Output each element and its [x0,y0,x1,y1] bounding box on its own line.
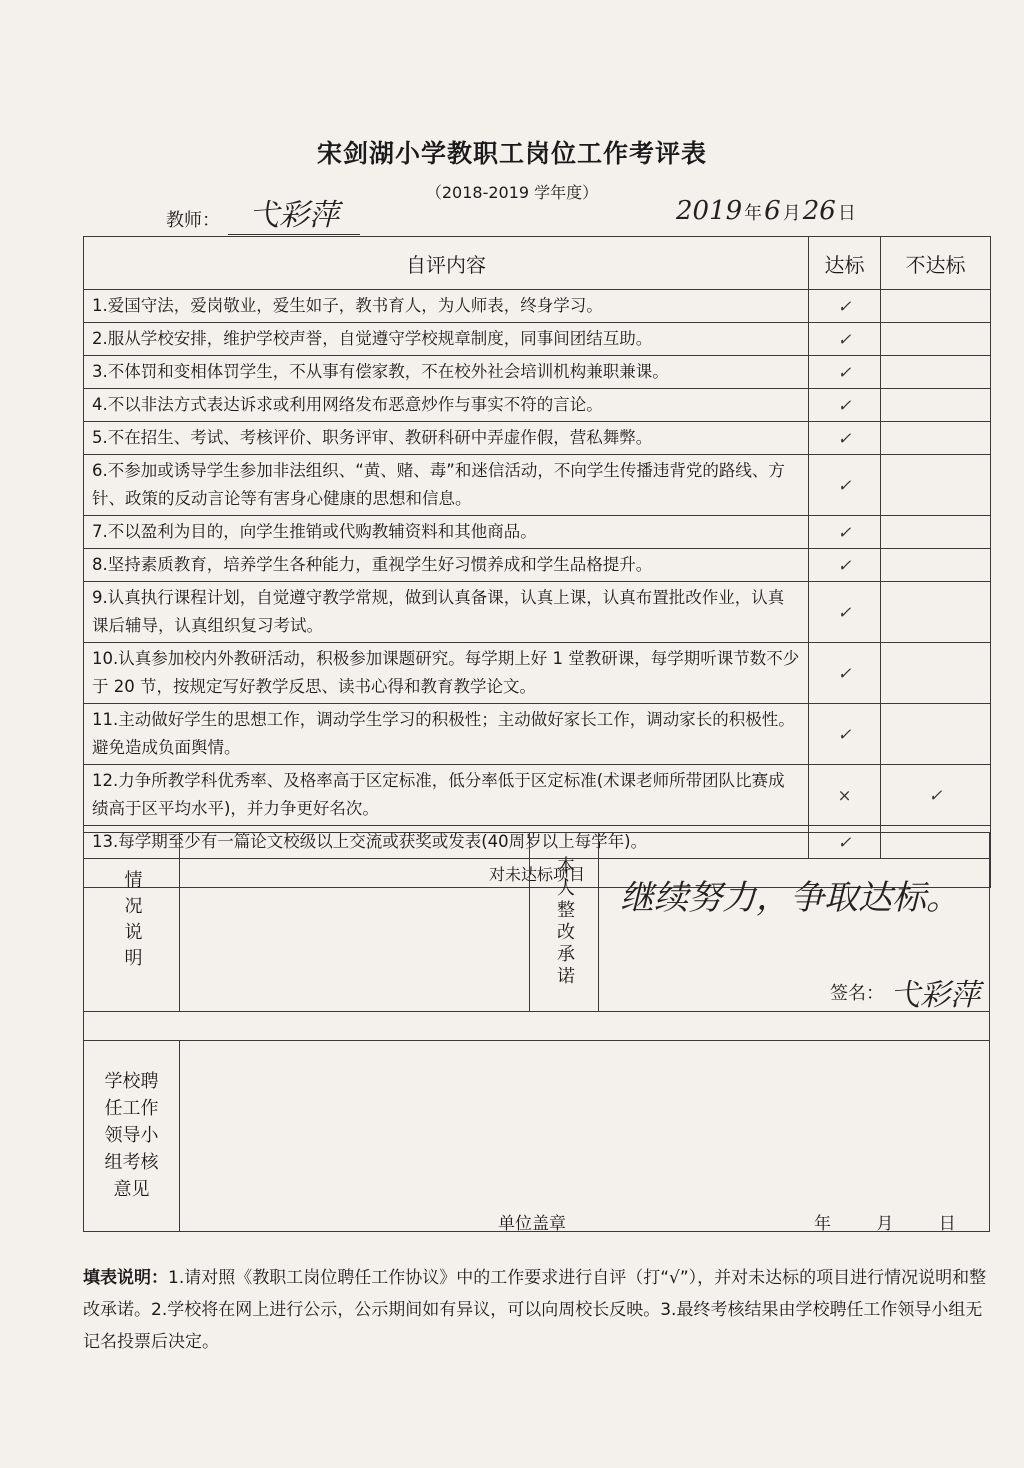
self-evaluation-table [83,236,991,888]
school-opinion-input-area[interactable] [179,1040,990,1232]
spacer-row [83,1011,990,1041]
table-row [84,422,991,455]
pass-mark-cell[interactable]: ✓ [809,323,881,356]
item-text: 10.认真参加校内外教研活动，积极参加课题研究。每学期上好 1 堂教研课，每学期听课节数不少于 20 节，按规定写好教学反思、读书心得和教育教学论文。 [84,643,809,704]
school-label-line: 学校聘 [104,1071,159,1092]
fail-mark-cell[interactable] [881,356,991,389]
school-label-line: 意见 [113,1179,150,1200]
item-text: 8.坚持素质教育，培养学生各种能力，重视学生好习惯养成和学生品格提升。 [84,549,809,582]
pass-mark-cell[interactable]: ✓ [809,643,881,704]
item-text: 7.不以盈利为目的，向学生推销或代购教辅资料和其他商品。 [84,516,809,549]
table-row [84,643,991,704]
notes-text: 1.请对照《教职工岗位聘任工作协议》中的工作要求进行自评（打“√”），并对未达标的项目进行情况说明和整改承诺。2.学校将在网上进行公示，公示期间如有异议，可以向周校长反映。3.最终考核结果由学校聘任工作领导小组无记名投票后决定。 [83,1268,987,1352]
teacher-name-handwritten: 弋彩萍 [228,190,360,235]
fail-mark-cell[interactable] [881,643,991,704]
sign-name-handwritten: 弋彩萍 [890,978,980,1013]
fail-mark-cell[interactable]: ✓ [881,765,991,826]
item-text: 6.不参加或诱导学生参加非法组织、“黄、赌、毒”和迷信活动，不向学生传播违背党的路线、方针、政策的反动言论等有害身心健康的思想和信息。 [84,455,809,516]
pass-mark-cell[interactable]: ✓ [809,826,881,859]
pass-mark-cell[interactable]: ✓ [809,422,881,455]
school-label-line: 组考核 [104,1152,159,1173]
sign-label: 签名： [830,983,884,1004]
pass-mark-cell[interactable]: ✓ [809,582,881,643]
pass-mark-cell[interactable]: ✓ [809,290,881,323]
pass-mark-cell[interactable]: ✓ [809,389,881,422]
header-fail: 不达标 [881,237,991,290]
table-row [84,704,991,765]
school-opinion-label [83,1068,180,1203]
fail-mark-cell[interactable] [881,290,991,323]
header-pass: 达标 [809,237,881,290]
fail-mark-cell[interactable] [881,582,991,643]
item-text: 5.不在招生、考试、考核评价、职务评审、教研科研中弄虚作假，营私舞弊。 [84,422,809,455]
item-text: 12.力争所教学科优秀率、及格率高于区定标准，低分率低于区定标准(术课老师所带团队比赛成绩高于区平均水平)，并力争更好名次。 [84,765,809,826]
date-year-unit: 年 [744,203,763,224]
fill-instructions [83,1262,990,1358]
header-content: 自评内容 [84,237,809,290]
notes-lead: 填表说明： [83,1268,168,1288]
item-text: 9.认真执行课程计划，自觉遵守教学常规，做到认真备课，认真上课，认真布置批改作业，认真课后辅导，认真组织复习考试。 [84,582,809,643]
teacher-label: 教师： [166,210,220,231]
date-month: 6 [764,196,781,226]
promise-label-cell [529,832,599,1012]
school-year: （2018-2019 学年度） [425,183,599,202]
school-date-label: 年 月 日 [814,1214,956,1234]
situation-label-cell [83,832,180,1012]
table-row [84,549,991,582]
fail-mark-cell[interactable] [881,516,991,549]
item-text: 13.每学期至少有一篇论文校级以上交流或获奖或发表(40周岁以上每学年)。 [84,826,809,859]
situation-label: 情况说明 [121,870,143,974]
signature [830,970,980,1014]
item-text: 2.服从学校安排，维护学校声誉，自觉遵守学校规章制度，同事间团结互助。 [84,323,809,356]
fail-mark-cell[interactable] [881,455,991,516]
fail-mark-cell[interactable] [881,323,991,356]
pass-mark-cell[interactable]: ✓ [809,455,881,516]
item-text: 4.不以非法方式表达诉求或利用网络发布恶意炒作与事实不符的言论。 [84,389,809,422]
pass-mark-cell[interactable]: × [809,765,881,826]
pass-mark-cell[interactable]: ✓ [809,549,881,582]
table-row [84,323,991,356]
school-label-line: 任工作 [104,1098,159,1119]
table-row [84,290,991,323]
form-title: 宋剑湖小学教职工岗位工作考评表 [316,139,707,168]
table-header-row [84,237,991,290]
situation-input-area[interactable] [179,832,530,1012]
table-row [84,516,991,549]
fail-mark-cell[interactable] [881,422,991,455]
table-row [84,582,991,643]
pass-mark-cell[interactable]: ✓ [809,356,881,389]
stamp-label: 单位盖章 [498,1214,566,1234]
item-text: 1.爱国守法，爱岗敬业，爱生如子，教书育人，为人师表，终身学习。 [84,290,809,323]
date-month-unit: 月 [782,203,801,224]
unmet-header: 对未达标项目 [84,859,991,888]
table-row [84,389,991,422]
form-date [676,196,856,226]
school-label-line: 领导小 [104,1125,159,1146]
fail-mark-cell[interactable] [881,549,991,582]
fail-mark-cell[interactable] [881,389,991,422]
item-text: 11.主动做好学生的思想工作，调动学生学习的积极性；主动做好家长工作，调动家长的积极性。避免造成负面舆情。 [84,704,809,765]
item-text: 3.不体罚和变相体罚学生，不从事有偿家教，不在校外社会培训机构兼职兼课。 [84,356,809,389]
table-row [84,455,991,516]
table-row [84,765,991,826]
date-year: 2019 [676,196,743,226]
promise-label: 本人整改承诺 [554,856,575,988]
date-day-unit: 日 [837,203,856,224]
pass-mark-cell[interactable]: ✓ [809,516,881,549]
fail-mark-cell[interactable] [881,704,991,765]
table-row [84,356,991,389]
promise-text-handwritten: 继续努力，争取达标。 [620,878,960,918]
pass-mark-cell[interactable]: ✓ [809,704,881,765]
date-day: 26 [802,196,836,226]
